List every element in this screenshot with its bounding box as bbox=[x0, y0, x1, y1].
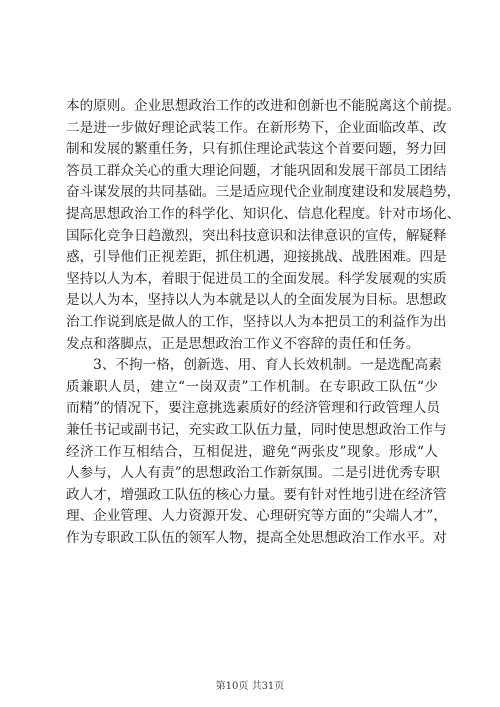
text-line: 本的原则。企业思想政治工作的改进和创新也不能脱离这个前提。 bbox=[66, 98, 461, 114]
text-line: 政人才，增强政工队伍的核心力量。要有针对性地引进在经济管 bbox=[66, 486, 447, 503]
text-line: 人参与，人人有责”的思想政治工作新氛围。二是引进优秀专职 bbox=[66, 465, 440, 482]
page-number-footer: 第10页 共31页 bbox=[215, 681, 285, 692]
text-line: 3、不拘一格，创新选、用、育人长效机制。一是选配高素 bbox=[66, 357, 442, 374]
text-line: 奋斗谋发展的共同基础。三是适应现代企业制度建设和发展趋势， bbox=[66, 184, 461, 201]
text-line: 惑，引导他们正视差距，抓住机遇，迎接挑战、战胜困难。四是 bbox=[66, 249, 447, 266]
text-line: 是以人为本，坚持以人为本就是以人的全面发展为目标。思想政 bbox=[66, 292, 447, 309]
text-line: 经济工作互相结合，互相促进，避免“两张皮”现象。形成“人 bbox=[66, 443, 438, 460]
text-line: 答员工群众关心的重大理论问题，才能巩固和发展干部员工团结 bbox=[66, 162, 447, 179]
text-line: 提高思想政治工作的科学化、知识化、信息化程度。针对市场化、 bbox=[66, 205, 461, 222]
text-line: 质兼职人员，建立“一岗双责”工作机制。在专职政工队伍“少 bbox=[66, 378, 438, 395]
text-line: 制和发展的繁重任务，只有抓住理论武装这个首要问题，努力回 bbox=[66, 141, 447, 158]
document-body bbox=[66, 96, 461, 549]
text-line: 国际化竞争日趋激烈，突出科技意识和法律意识的宣传，解疑释 bbox=[66, 227, 447, 244]
text-line: 发点和落脚点，正是思想政治工作义不容辞的责任和任务。 bbox=[66, 335, 420, 352]
text-line: 坚持以人为本，着眼于促进员工的全面发展。科学发展观的实质 bbox=[66, 270, 447, 287]
text-line: 而精”的情况下，要注意挑选素质好的经济管理和行政管理人员 bbox=[66, 400, 440, 417]
text-line: 作为专职政工队伍的领军人物，提高全处思想政治工作水平。对 bbox=[66, 529, 447, 546]
text-line: 治工作说到底是做人的工作，坚持以人为本把员工的利益作为出 bbox=[66, 313, 447, 330]
text-line: 理、企业管理、人力资源开发、心理研究等方面的“尖端人才”， bbox=[66, 508, 447, 525]
text-line: 二是进一步做好理论武装工作。在新形势下，企业面临改革、改 bbox=[66, 119, 447, 136]
text-line: 兼任书记或副书记，充实政工队伍力量，同时使思想政治工作与 bbox=[66, 421, 447, 438]
